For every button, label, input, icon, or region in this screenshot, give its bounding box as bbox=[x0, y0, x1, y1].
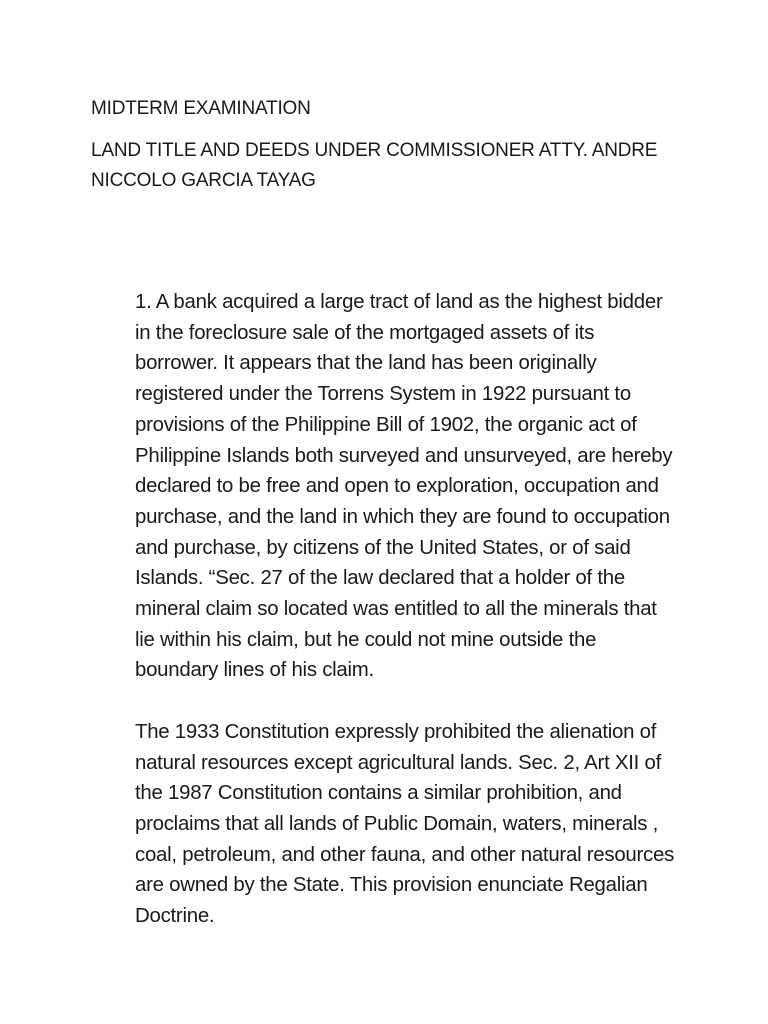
subject-line: LAND TITLE AND DEEDS UNDER COMMISSIONER ATTY. ANDRE NICCOLO GARCIA TAYAG bbox=[91, 140, 658, 191]
body-paragraph: The 1933 Constitution expressly prohibited the alienation of natural resources except agricultural lands. Sec. 2, Art XII of the 1987 Constitution contains a similar prohibition, and proclaims that all lands of Public Domain, waters, minerals , coal, petroleum, and other fauna, and other natural resources are owned by the State. This provision enunciate Regalian Doctrine. bbox=[135, 720, 675, 928]
exam-title: MIDTERM EXAMINATION bbox=[91, 98, 311, 119]
question-paragraph: 1. A bank acquired a large tract of land as the highest bidder in the foreclosure sale of the mortgaged assets of its borrower. It appears that the land has been originally registered under the Torrens System in 1922 pursuant to provisions of the Philippine Bill of 1902, the organic act of Philippine Islands both surveyed and unsurveyed, are hereby declared to be free and open to exploration, occupation and purchase, and the land in which they are found to occupation and purchase, by citizens of the United States, or of said Islands. “Sec. 27 of the law declared that a holder of the mineral claim so located was entitled to all the minerals that lie within his claim, but he could not mine outside the boundary lines of his claim. bbox=[135, 291, 673, 682]
document-body bbox=[135, 287, 680, 932]
document-header bbox=[91, 94, 711, 196]
